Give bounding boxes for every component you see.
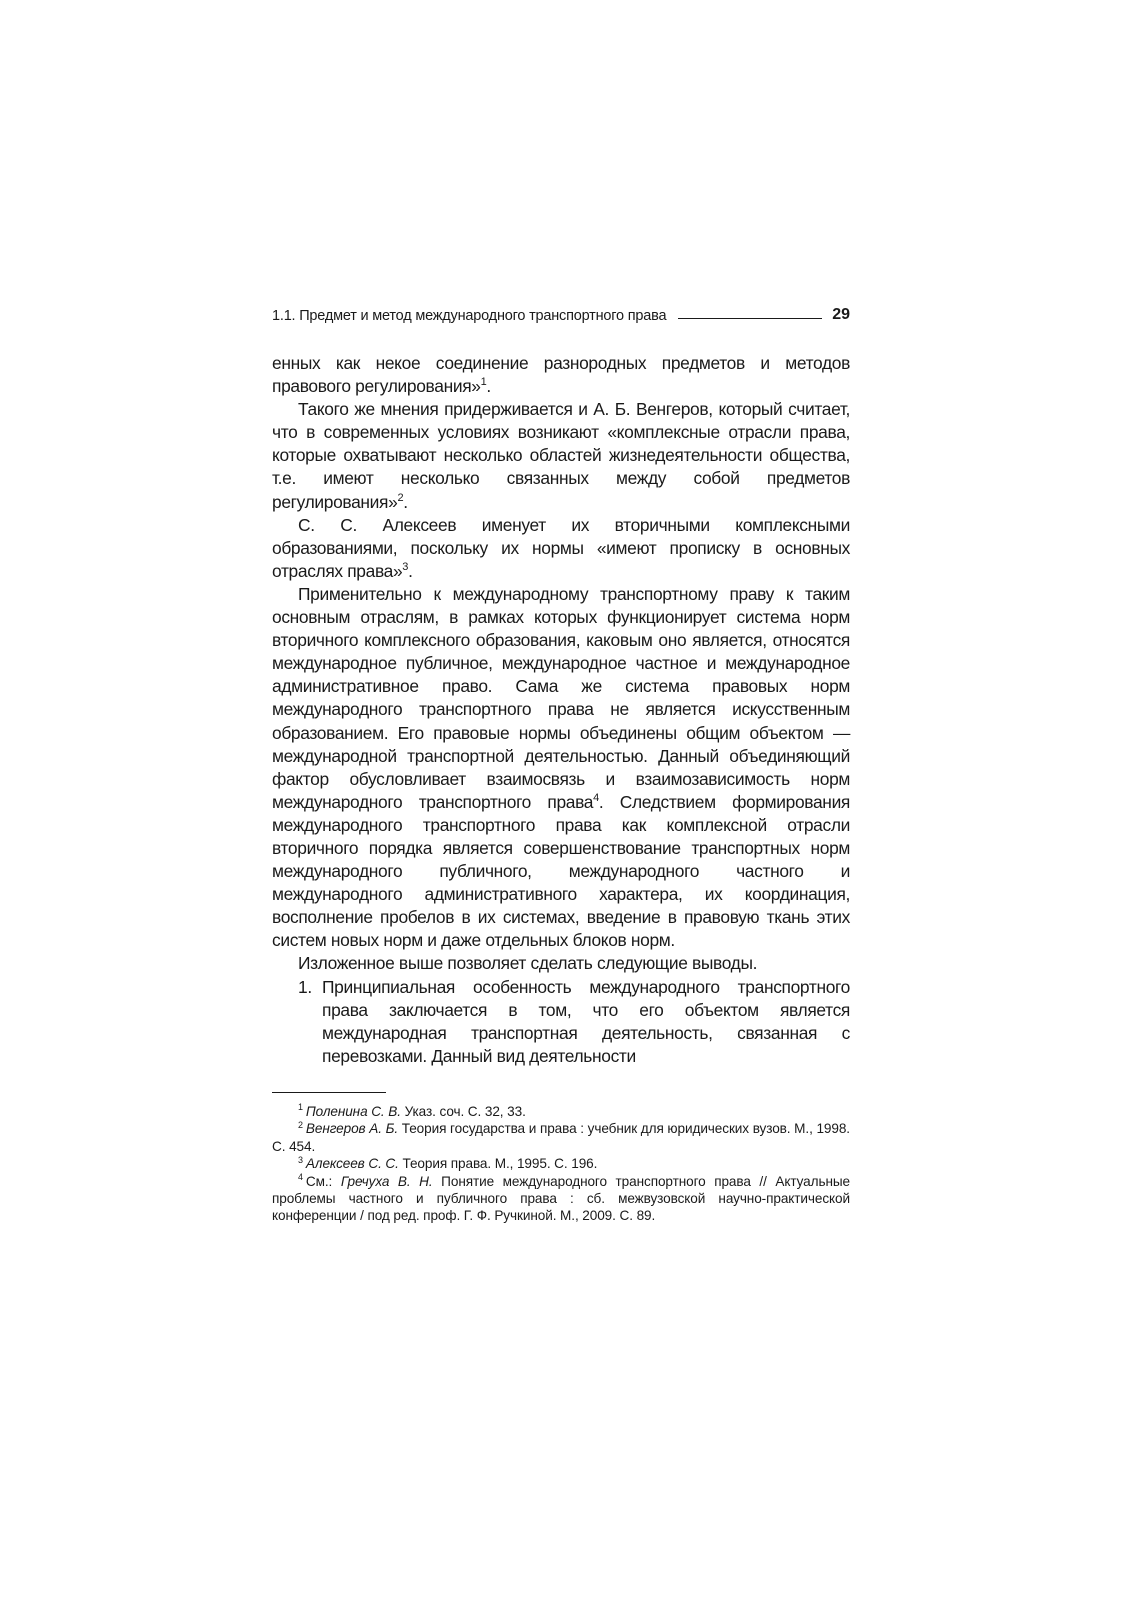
footnote-ref-1: 1 bbox=[480, 376, 487, 389]
paragraph-3: С. С. Алексеев именует их вторичными комплексными образованиями, поскольку их нормы «имеют прописку в основных отраслях права»$^3$. bbox=[272, 514, 850, 581]
footnote-ref-4: 4 bbox=[593, 791, 599, 804]
list-number: 1. bbox=[298, 976, 312, 997]
paragraph-2: Такого же мнения придерживается и А. Б. Венгеров, который считает, что в современных условиях возникают «комплексные отрасли права, которые охватывают несколько областей жизнедеятельности общества, т.е. имеют несколько связанных между собой предметов регулирования»$^2$. bbox=[272, 399, 850, 512]
header-title: 1.1. Предмет и метод международного транспортного права bbox=[272, 308, 667, 324]
list-text: Принципиальная особенность международного транспортного права заключается в том, что его объектом является международная транспортная деятельность, связанная с перевозками. Данный вид деятельности bbox=[322, 976, 850, 1066]
running-header bbox=[272, 296, 850, 324]
body-text bbox=[272, 352, 850, 1068]
footnote-ref-2: 2 bbox=[397, 491, 404, 504]
footnote-divider bbox=[272, 1092, 386, 1093]
paragraph-4: Применительно к международному транспортному праву к таким основным отраслям, в рамках которых функционирует система норм вторичного комплексного образования, каковым оно является, относятся международное публичное, международное частное и международное административное право. Сама же система правовых норм международного транспортного права не является искусственным образованием. Его правовые нормы объединены общим объектом — международной транспортной деятельностью. Данный объединяющий фактор обусловливает взаимосвязь и взаимозависимость норм международного транспортного права$^4$. Следствием формирования международного транспортного права как комплексной отрасли вторичного порядка является совершенствование транспортных норм международного публичного, международного частного и международного административного характера, их координация, восполнение пробелов в их системах, введение в правовую ткань этих систем новых норм и даже отдельных блоков норм. bbox=[272, 583, 850, 951]
paragraph-5: Изложенное выше позволяет сделать следующие выводы. bbox=[298, 953, 758, 974]
book-page bbox=[272, 296, 850, 1225]
paragraph-1: енных как некое соединение разнородных предметов и методов правового регулирования»$^1$. bbox=[272, 353, 850, 397]
footnote-4: $^4$ См.: Гречуха В. Н. Понятие международного транспортного права // Актуальные проблемы частного и публичного права : сб. межвузовской научно-практической конференции / под ред. проф. Г. Ф. Ручкиной. М., 2009. С. 89. bbox=[272, 1172, 850, 1224]
footnote-3: $^3$ Алексеев С. С. Теория права. М., 1995. С. 196. bbox=[298, 1154, 598, 1172]
footnote-1: $^1$ Поленина С. В. Указ. соч. С. 32, 33. bbox=[298, 1102, 526, 1119]
page-number: 29 bbox=[832, 306, 850, 323]
footnote-2: $^2$ Венгеров А. Б. Теория государства и права : учебник для юридических вузов. М., 1998. С. 454. bbox=[272, 1119, 850, 1154]
footnotes bbox=[272, 1103, 850, 1225]
conclusion-list-item bbox=[298, 976, 850, 1068]
footnote-ref-3: 3 bbox=[402, 561, 409, 574]
header-rule bbox=[678, 318, 822, 319]
